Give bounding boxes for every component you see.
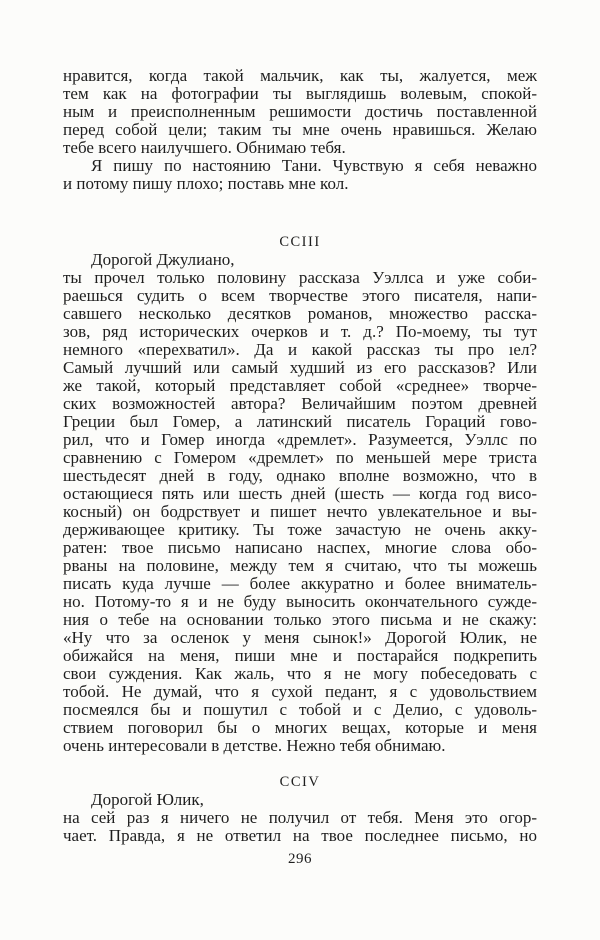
text-line: на сей раз я ничего не получил от тебя. Меня это огор- <box>63 808 537 827</box>
salutation-line: Дорогой Юлик, <box>91 790 204 809</box>
text-line: Я пишу по настоянию Тани. Чувствую я себя неважно <box>91 156 537 175</box>
text-line: писать куда лучше — более аккуратно и более вниматель- <box>63 574 537 593</box>
text-line: ния о тебе на основании только этого письма и не скажу: <box>63 610 537 629</box>
text-line: ратен: твое письмо написано наспех, многие слова обо- <box>63 538 537 557</box>
text-line: остающиеся пять или шесть дней (шесть — когда год висо- <box>63 484 537 503</box>
text-line: тебе всего наилучшего. Обнимаю тебя. <box>63 138 346 157</box>
text-line: немного «перехватил». Да и какой рассказ ты про ıел? <box>63 340 537 359</box>
text-line: зов, ряд исторических очерков и т. д.? По-моему, ты тут <box>63 322 537 341</box>
text-line: рваны на половине, между тем я считаю, что ты можешь <box>63 556 537 575</box>
text-line: держивающее критику. Ты тоже зачастую не очень акку- <box>63 520 537 539</box>
text-line: Греции был Гомер, а латинский писатель Гораций гово- <box>63 412 537 431</box>
text-line: и потому пишу плохо; поставь мне кол. <box>63 174 349 193</box>
text-line: раешься судить о всем творчестве этого писателя, напи- <box>63 286 537 305</box>
text-line: «Ну что за осленок у меня сынок!» Дорогой Юлик, не <box>63 628 537 647</box>
text-line: ских возможностей автора? Величайшим поэтом древней <box>63 394 537 413</box>
text-line: косный) он бодрствует и пишет нечто увлекательное и вы- <box>63 502 537 521</box>
text-line: посмеялся бы и пошутил с тобой и с Делио, с удоволь- <box>63 700 537 719</box>
text-line: тобой. Не думай, что я сухой педант, я с удовольствием <box>63 682 537 701</box>
text-line: очень интересовали в детстве. Нежно тебя обнимаю. <box>63 736 446 755</box>
text-line: Самый лучший или самый худший из его рассказов? Или <box>63 358 537 377</box>
text-line: же такой, который представляет собой «среднее» творче- <box>63 376 537 395</box>
section-heading: CCIII <box>279 234 321 250</box>
text-line: перед собой цели; таким ты мне очень нравишься. Желаю <box>63 120 537 139</box>
text-line: шестьдесят дней в году, однако вполне возможно, что в <box>63 466 537 485</box>
page-number: 296 <box>288 851 312 867</box>
text-line: рил, что и Гомер иногда «дремлет». Разумеется, Уэллс по <box>63 430 537 449</box>
text-line: свои суждения. Как жаль, что я не могу побеседовать с <box>63 664 537 683</box>
text-line: сравнению с Гомером «дремлет» по меньшей мере триста <box>63 448 537 467</box>
text-line: ствием поговорил бы о многих вещах, которые и меня <box>63 718 537 737</box>
text-line: савшего несколько десятков романов, множество расска- <box>63 304 537 323</box>
text-block <box>63 67 537 868</box>
text-line: но. Потому-то я и не буду выносить окончательного сужде- <box>63 592 537 611</box>
section-heading: CCIV <box>279 774 321 790</box>
text-line: нравится, когда такой мальчик, как ты, жалуется, меж <box>63 66 537 85</box>
text-line: тем как на фотографии ты выглядишь волевым, спокой- <box>63 84 537 103</box>
text-line: ты прочел только половину рассказа Уэллса и уже соби- <box>63 268 537 287</box>
text-line: ным и преисполненным решимости достичь поставленной <box>63 102 537 121</box>
text-line: чает. Правда, я не ответил на твое последнее письмо, но <box>63 826 537 845</box>
text-line: обижайся на меня, пиши мне и постарайся подкрепить <box>63 646 537 665</box>
letters-text <box>63 67 537 845</box>
salutation-line: Дорогой Джулиано, <box>91 250 235 269</box>
